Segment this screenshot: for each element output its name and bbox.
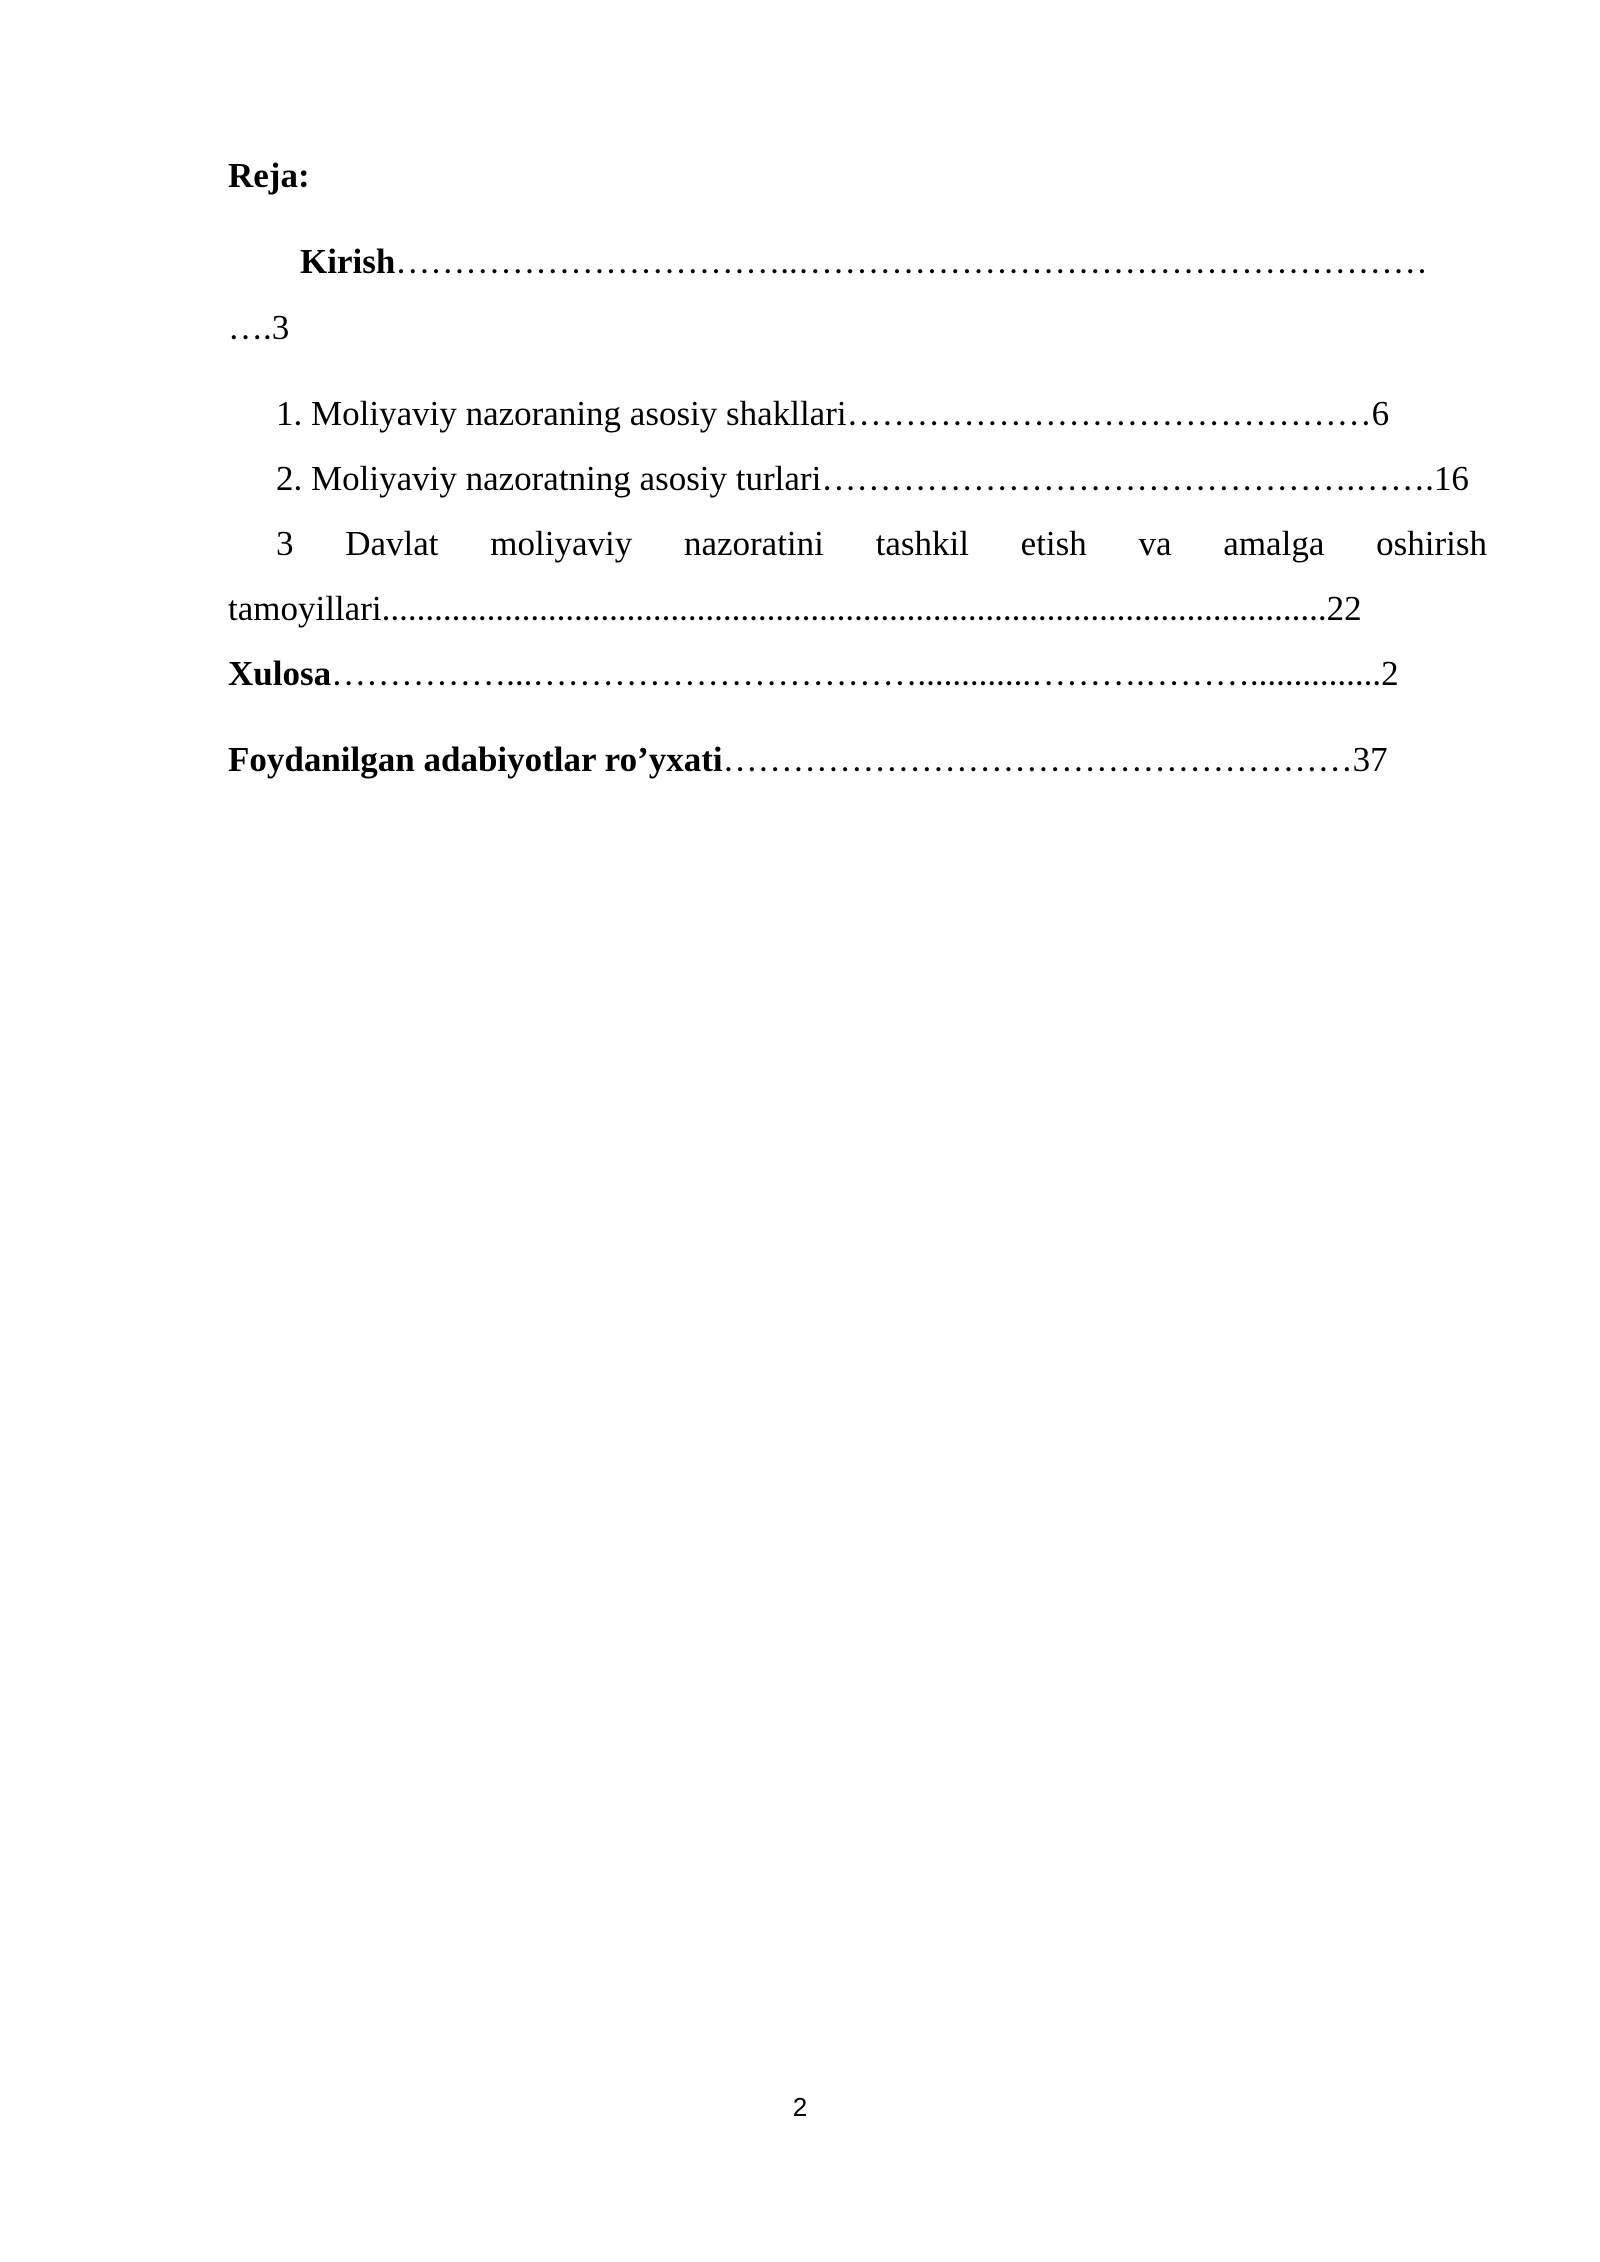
toc-page-number: 6 — [1371, 394, 1390, 433]
toc-page-number: 2 — [1381, 654, 1399, 693]
toc-leader: ……………………………..……………………………………………… — [395, 242, 1428, 281]
toc-page-number: 22 — [1326, 589, 1362, 628]
toc-entry-xulosa — [228, 652, 1399, 696]
toc-page-number: 16 — [1433, 459, 1469, 498]
toc-leader: ……………………………………………… — [722, 740, 1353, 779]
toc-leader: ……………………………………….……. — [821, 459, 1434, 498]
toc-entry-label: Kirish — [300, 242, 396, 281]
toc-word: amalga — [1223, 524, 1325, 563]
toc-entry-kirish — [300, 240, 1428, 284]
toc-entry-label: Foydanilgan adabiyotlar ro’yxati — [228, 740, 723, 779]
toc-word: etish — [1020, 524, 1087, 563]
toc-word: oshirish — [1376, 524, 1487, 563]
toc-entry-label: 1. Moliyaviy nazoraning asosiy shakllari — [276, 394, 847, 433]
toc-entry-label: Xulosa — [228, 654, 332, 693]
toc-page-number: 37 — [1352, 740, 1388, 779]
toc-entry-3-continuation — [228, 587, 1362, 631]
toc-entry-kirish-page: ….3 — [228, 308, 290, 347]
toc-word: nazoratini — [683, 524, 824, 563]
toc-entry-label: 2. Moliyaviy nazoratning asosiy turlari — [276, 459, 822, 498]
page-number: 2 — [792, 2092, 808, 2122]
toc-word: Davlat — [345, 524, 439, 563]
toc-word: 3 — [276, 524, 294, 563]
toc-entry-label: tamoyillari — [228, 589, 382, 628]
toc-leader: ............................................................................................................ — [381, 589, 1327, 628]
toc-entry-3 — [276, 522, 1487, 566]
toc-entry-2 — [276, 457, 1469, 501]
toc-entry-1 — [276, 392, 1389, 436]
toc-word: tashkil — [875, 524, 969, 563]
toc-entry-references — [228, 738, 1388, 782]
toc-heading: Reja: — [228, 156, 310, 195]
toc-leader: ……………...…………………………….............……….………............... — [331, 654, 1382, 693]
toc-word: moliyaviy — [490, 524, 633, 563]
toc-word: va — [1138, 524, 1172, 563]
toc-leader: ……………………………………… — [846, 394, 1372, 433]
